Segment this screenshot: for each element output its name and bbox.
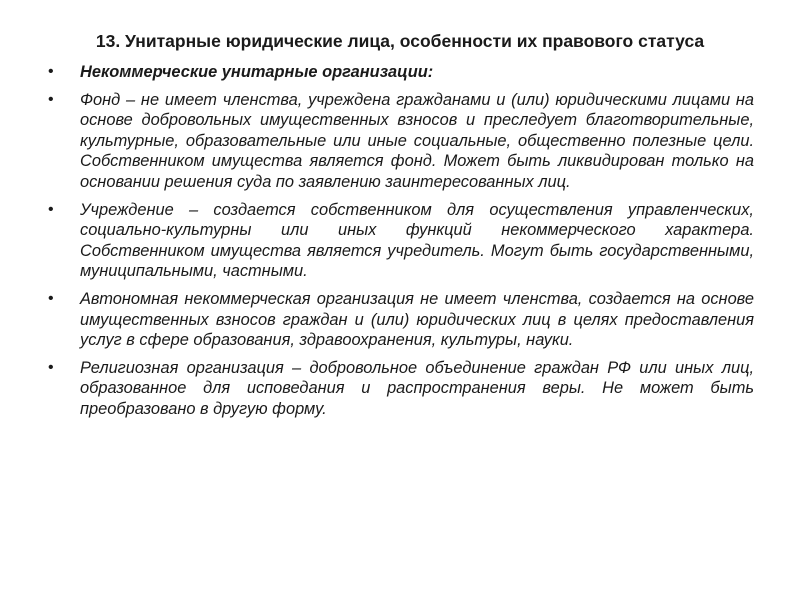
bullet-list <box>48 62 754 427</box>
bullet-icon: • <box>48 90 54 108</box>
list-item-text: Религиозная организация – добровольное объединение граждан РФ или иных лиц, образованное для исповедания и распространения веры. Не может быть преобразовано в другую форму. <box>80 358 754 418</box>
list-item <box>48 289 754 351</box>
bullet-icon: • <box>48 358 54 376</box>
bullet-icon: • <box>48 200 54 218</box>
bullet-icon: • <box>48 289 54 307</box>
list-item <box>48 200 754 282</box>
list-item-text: Учреждение – создается собственником для осуществления управленческих, социально-культурны или иных функций некоммерческого характера. Собственником имущества является учредитель. Могут быть государственными, муниципальными, частными. <box>80 200 754 281</box>
list-item <box>48 90 754 193</box>
list-item-heading: Некоммерческие унитарные организации: <box>80 63 434 81</box>
list-item-text: Автономная некоммерческая организация не имеет членства, создается на основе имущественных взносов граждан и (или) юридических лиц в целях предоставления услуг в сфере образования, здравоохранения, культуры, науки. <box>80 289 754 350</box>
list-item <box>48 62 754 83</box>
list-item <box>48 358 754 420</box>
slide-title: 13. Унитарные юридические лица, особенности их правового статуса <box>95 31 705 51</box>
bullet-icon: • <box>48 63 54 80</box>
list-item-text: Фонд – не имеет членства, учреждена гражданами и (или) юридическими лицами на основе добровольных имущественных взносов и преследует благотворительные, культурные, образовательные или иные социальные, общественно полезные цели. Собственником имущества является фонд. Может быть ликвидирован только на основании решения суда по заявлению заинтересованных лиц. <box>80 90 754 191</box>
